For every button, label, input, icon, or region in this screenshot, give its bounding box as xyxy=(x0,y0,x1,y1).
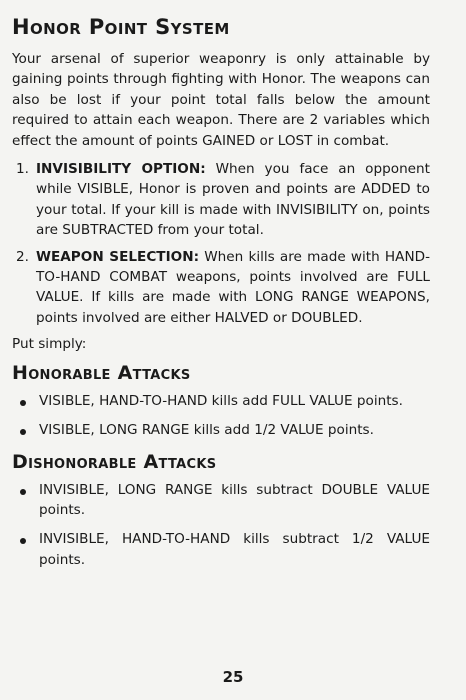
honorable-heading: Honorable Attacks xyxy=(12,361,191,384)
list-item xyxy=(12,480,430,521)
list-item-text: VISIBLE, HAND-TO-HAND kills add FULL VALUE points. xyxy=(39,392,403,409)
intro-paragraph: Your arsenal of superior weaponry is only attainable by gaining points through fighting with Honor. The weapons can also be lost if your point total falls below the amount required to attain each weapon. There are 2 variables which effect the amount of points GAINED or LOST in combat. xyxy=(12,51,430,149)
item-text: When you face an opponent while VISIBLE, Honor is proven and points are ADDED to your total. If your kill is made with INVISIBILITY on, points are SUBTRACTED from your total. xyxy=(36,161,430,239)
item-label: WEAPON SELECTION: xyxy=(36,248,200,265)
item-text: When kills are made with HAND-TO-HAND COMBAT weapons, points involved are FULL VALUE. If kills are made with LONG RANGE WEAPONS, points involved are either HALVED or DOUBLED. xyxy=(36,248,430,326)
variable-item-invisibility xyxy=(12,159,430,241)
bullet-icon xyxy=(20,400,26,406)
variables-list xyxy=(12,159,430,328)
dishonorable-list xyxy=(12,480,430,571)
page-title: Honor Point System xyxy=(12,15,230,39)
list-item-text: VISIBLE, LONG RANGE kills add 1/2 VALUE points. xyxy=(39,422,374,439)
item-number: 1. xyxy=(16,161,29,178)
page-number: 25 xyxy=(222,668,244,686)
bullet-icon xyxy=(20,538,26,544)
honorable-list xyxy=(12,391,430,441)
variable-item-weapon-selection xyxy=(12,247,430,329)
list-item-text: INVISIBLE, LONG RANGE kills subtract DOUBLE VALUE points. xyxy=(39,481,430,518)
item-number: 2. xyxy=(16,248,29,265)
list-item xyxy=(12,420,430,440)
list-item-text: INVISIBLE, HAND-TO-HAND kills subtract 1/2 VALUE points. xyxy=(39,531,430,568)
bullet-icon xyxy=(20,429,26,435)
summary-lead: Put simply: xyxy=(12,336,87,353)
manual-page xyxy=(12,14,430,579)
item-label: INVISIBILITY OPTION: xyxy=(36,161,206,178)
dishonorable-heading: Dishonorable Attacks xyxy=(12,450,217,473)
list-item xyxy=(12,391,430,411)
list-item xyxy=(12,529,430,570)
bullet-icon xyxy=(20,489,26,495)
